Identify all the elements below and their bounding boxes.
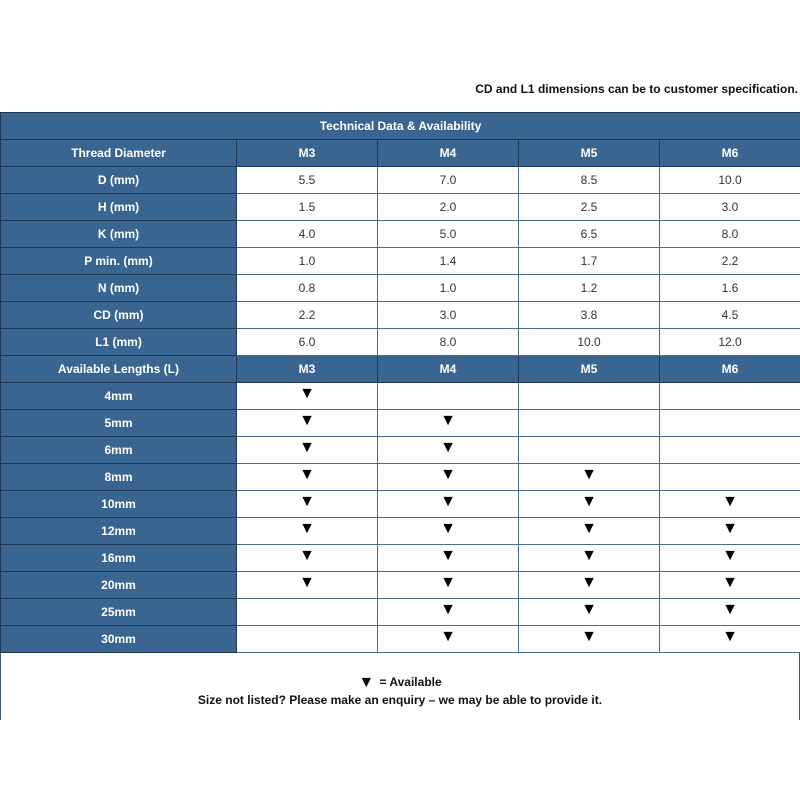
dimension-value: 1.0 <box>237 248 378 275</box>
availability-cell <box>237 491 378 518</box>
available-triangle-icon: ▼ <box>299 520 315 537</box>
dimension-value: 6.0 <box>237 329 378 356</box>
availability-cell <box>519 410 660 437</box>
availability-row <box>1 599 800 626</box>
available-triangle-icon: ▼ <box>299 547 315 564</box>
technical-data-table <box>0 112 800 653</box>
available-triangle-icon: ▼ <box>722 493 738 510</box>
length-label: 20mm <box>1 572 237 599</box>
column-header-m3: M3 <box>237 140 378 167</box>
availability-cell <box>519 545 660 572</box>
length-label: 16mm <box>1 545 237 572</box>
availability-cell <box>660 545 800 572</box>
dimension-value: 12.0 <box>660 329 800 356</box>
column-header-m4: M4 <box>378 140 519 167</box>
availability-cell <box>378 410 519 437</box>
availability-cell <box>660 572 800 599</box>
length-label: 10mm <box>1 491 237 518</box>
dimension-value: 2.5 <box>519 194 660 221</box>
available-triangle-icon: ▼ <box>581 601 597 618</box>
dimension-value: 1.5 <box>237 194 378 221</box>
availability-cell <box>519 626 660 653</box>
availability-cell <box>237 464 378 491</box>
dimension-value: 1.7 <box>519 248 660 275</box>
length-label: 8mm <box>1 464 237 491</box>
availability-cell <box>378 572 519 599</box>
customer-spec-note: CD and L1 dimensions can be to customer specification. <box>475 82 798 96</box>
dimension-value: 1.6 <box>660 275 800 302</box>
availability-cell <box>660 518 800 545</box>
row-label: P min. (mm) <box>1 248 237 275</box>
available-triangle-icon: ▼ <box>440 412 456 429</box>
availability-cell <box>519 383 660 410</box>
availability-cell <box>519 572 660 599</box>
lengths-header-row <box>1 356 800 383</box>
available-triangle-icon: ▼ <box>299 385 315 402</box>
available-triangle-icon: ▼ <box>440 547 456 564</box>
dimension-value: 5.5 <box>237 167 378 194</box>
dimension-row <box>1 248 800 275</box>
availability-cell <box>378 437 519 464</box>
availability-row <box>1 410 800 437</box>
availability-row <box>1 572 800 599</box>
row-label: CD (mm) <box>1 302 237 329</box>
dimension-value: 2.2 <box>237 302 378 329</box>
dimension-value: 3.8 <box>519 302 660 329</box>
dimension-value: 4.0 <box>237 221 378 248</box>
availability-cell <box>660 599 800 626</box>
available-triangle-icon: ▼ <box>440 574 456 591</box>
availability-cell <box>237 518 378 545</box>
dimension-row <box>1 302 800 329</box>
dimension-value: 1.0 <box>378 275 519 302</box>
availability-row <box>1 491 800 518</box>
availability-cell <box>660 437 800 464</box>
row-label: K (mm) <box>1 221 237 248</box>
dimension-value: 0.8 <box>237 275 378 302</box>
dimension-value: 1.2 <box>519 275 660 302</box>
dimension-row <box>1 167 800 194</box>
available-triangle-icon: ▼ <box>722 628 738 645</box>
availability-cell <box>237 572 378 599</box>
row-label: L1 (mm) <box>1 329 237 356</box>
row-label: H (mm) <box>1 194 237 221</box>
dimension-value: 1.4 <box>378 248 519 275</box>
table-footer <box>0 672 800 710</box>
available-triangle-icon: ▼ <box>440 601 456 618</box>
length-label: 4mm <box>1 383 237 410</box>
column-header-m6: M6 <box>660 356 800 383</box>
dimension-row <box>1 194 800 221</box>
dimension-row <box>1 275 800 302</box>
availability-cell <box>660 464 800 491</box>
available-triangle-icon: ▼ <box>440 439 456 456</box>
availability-row <box>1 545 800 572</box>
availability-cell <box>237 545 378 572</box>
thread-diameter-header: Thread Diameter <box>1 140 237 167</box>
dimension-value: 3.0 <box>378 302 519 329</box>
availability-cell <box>237 626 378 653</box>
available-triangle-icon: ▼ <box>722 574 738 591</box>
available-triangle-icon: ▼ <box>722 547 738 564</box>
availability-cell <box>237 437 378 464</box>
length-label: 6mm <box>1 437 237 464</box>
availability-cell <box>378 491 519 518</box>
availability-cell <box>660 383 800 410</box>
column-header-m4: M4 <box>378 356 519 383</box>
column-header-m5: M5 <box>519 140 660 167</box>
available-triangle-icon: ▼ <box>722 601 738 618</box>
available-triangle-icon: ▼ <box>299 493 315 510</box>
dimension-value: 8.5 <box>519 167 660 194</box>
enquiry-text: Size not listed? Please make an enquiry – we may be able to provide it. <box>197 693 603 707</box>
availability-row <box>1 626 800 653</box>
available-triangle-icon: ▼ <box>581 466 597 483</box>
available-triangle-icon: ▼ <box>581 493 597 510</box>
availability-cell <box>378 383 519 410</box>
length-label: 12mm <box>1 518 237 545</box>
length-label: 30mm <box>1 626 237 653</box>
availability-cell <box>378 518 519 545</box>
legend-text: = Available <box>376 675 442 689</box>
dimension-value: 3.0 <box>660 194 800 221</box>
legend <box>0 672 800 692</box>
column-header-m3: M3 <box>237 356 378 383</box>
row-label: N (mm) <box>1 275 237 302</box>
dimension-value: 8.0 <box>378 329 519 356</box>
available-triangle-icon: ▼ <box>299 412 315 429</box>
dimension-row <box>1 221 800 248</box>
available-triangle-icon: ▼ <box>440 493 456 510</box>
availability-cell <box>237 599 378 626</box>
available-triangle-icon: ▼ <box>299 466 315 483</box>
available-triangle-icon: ▼ <box>581 574 597 591</box>
available-triangle-icon: ▼ <box>299 574 315 591</box>
table-title: Technical Data & Availability <box>1 113 800 140</box>
dimension-value: 4.5 <box>660 302 800 329</box>
available-triangle-icon: ▼ <box>440 628 456 645</box>
available-triangle-icon: ▼ <box>722 520 738 537</box>
dimension-value: 10.0 <box>519 329 660 356</box>
dimension-value: 8.0 <box>660 221 800 248</box>
available-triangle-icon: ▼ <box>581 628 597 645</box>
available-triangle-icon: ▼ <box>440 520 456 537</box>
available-triangle-icon: ▼ <box>440 466 456 483</box>
dimension-value: 6.5 <box>519 221 660 248</box>
column-header-m6: M6 <box>660 140 800 167</box>
dimension-value: 2.0 <box>378 194 519 221</box>
availability-cell <box>519 491 660 518</box>
availability-cell <box>660 626 800 653</box>
availability-cell <box>237 410 378 437</box>
dimension-value: 10.0 <box>660 167 800 194</box>
availability-row <box>1 383 800 410</box>
length-label: 25mm <box>1 599 237 626</box>
available-triangle-icon: ▼ <box>358 674 375 691</box>
row-label: D (mm) <box>1 167 237 194</box>
dimension-value: 7.0 <box>378 167 519 194</box>
dimension-value: 2.2 <box>660 248 800 275</box>
dimension-value: 5.0 <box>378 221 519 248</box>
availability-cell <box>378 464 519 491</box>
available-triangle-icon: ▼ <box>299 439 315 456</box>
thread-header-row <box>1 140 800 167</box>
availability-cell <box>660 410 800 437</box>
availability-cell <box>237 383 378 410</box>
length-label: 5mm <box>1 410 237 437</box>
availability-cell <box>378 545 519 572</box>
availability-cell <box>519 437 660 464</box>
available-lengths-header: Available Lengths (L) <box>1 356 237 383</box>
dimension-row <box>1 329 800 356</box>
availability-cell <box>519 464 660 491</box>
column-header-m5: M5 <box>519 356 660 383</box>
available-triangle-icon: ▼ <box>581 520 597 537</box>
availability-cell <box>519 518 660 545</box>
availability-cell <box>378 626 519 653</box>
availability-row <box>1 518 800 545</box>
availability-cell <box>519 599 660 626</box>
availability-cell <box>378 599 519 626</box>
title-row <box>1 113 800 140</box>
availability-cell <box>660 491 800 518</box>
available-triangle-icon: ▼ <box>581 547 597 564</box>
availability-row <box>1 437 800 464</box>
availability-row <box>1 464 800 491</box>
